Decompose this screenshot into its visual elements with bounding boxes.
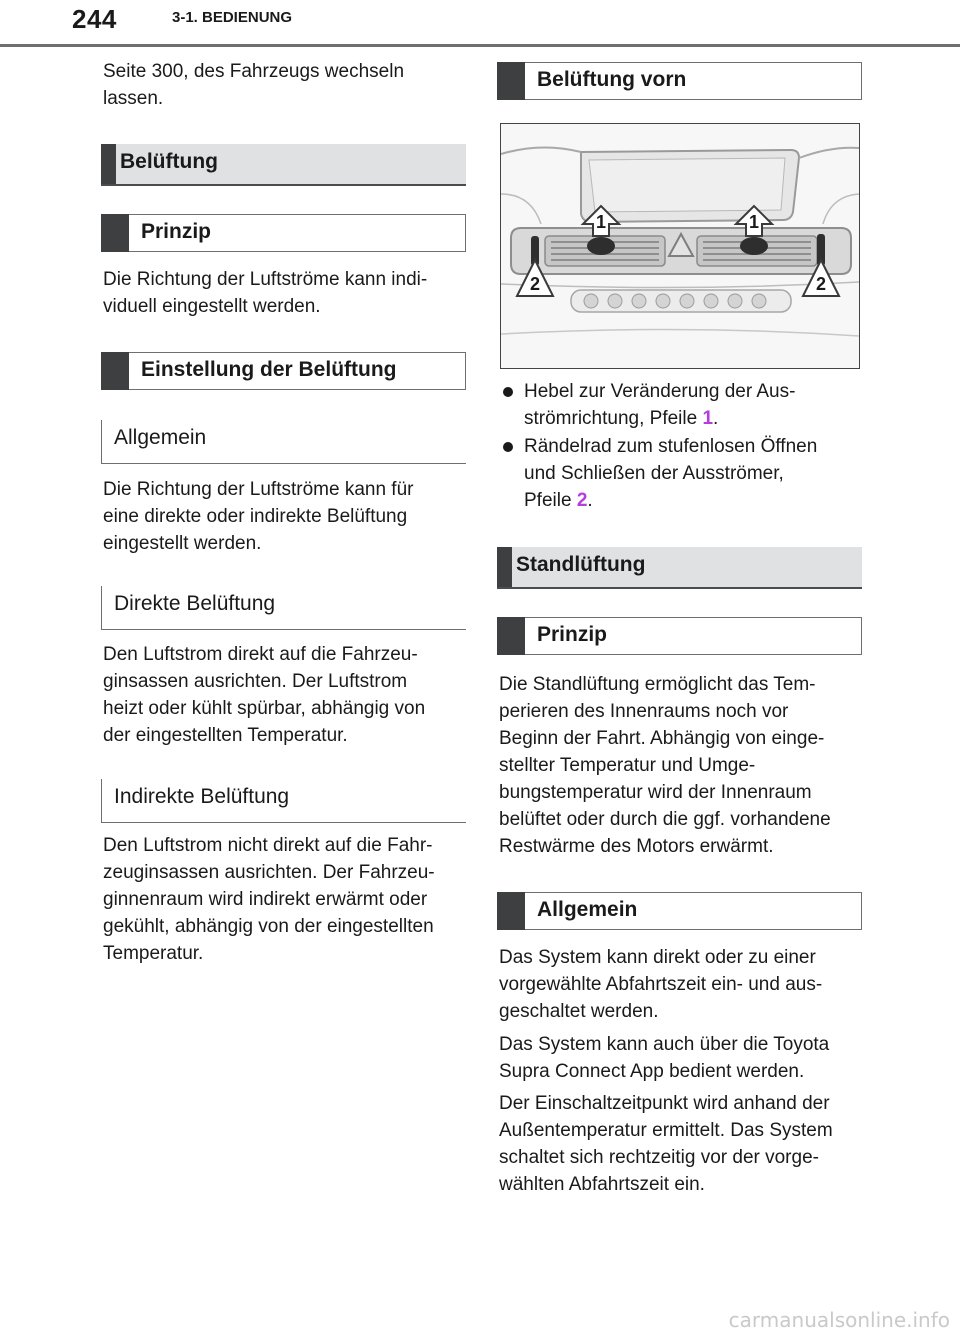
bullet-item-thumbwheel bbox=[503, 433, 863, 514]
bullet-text-part: . bbox=[713, 408, 719, 429]
header-divider bbox=[0, 44, 960, 47]
heading-bar bbox=[497, 62, 525, 100]
heading-text: Direkte Belüftung bbox=[114, 592, 276, 615]
body-line: vorgewählte Abfahrtszeit ein- und aus- bbox=[499, 974, 823, 995]
heading-text: Prinzip bbox=[141, 220, 212, 243]
body-line: zeuginsassen ausrichten. Der Fahrzeu- bbox=[103, 862, 435, 883]
intro-line: lassen. bbox=[103, 88, 164, 109]
body-line: wählten Abfahrtszeit ein. bbox=[499, 1174, 705, 1195]
body-line: perieren des Innenraums noch vor bbox=[499, 701, 789, 722]
callout-label-2: 2 bbox=[816, 274, 827, 294]
bullet-text: Rändelrad zum stufenlosen Öffnen bbox=[524, 436, 818, 457]
body-line: eine direkte oder indirekte Belüftung bbox=[103, 506, 408, 527]
bullet-text: und Schließen der Ausströmer, bbox=[524, 463, 784, 484]
body-line: eingestellt werden. bbox=[103, 533, 262, 554]
body-line: ginsassen ausrichten. Der Luftstrom bbox=[103, 671, 408, 692]
callout-label-1: 1 bbox=[596, 212, 607, 232]
heading-text: Einstellung der Belüftung bbox=[141, 358, 397, 381]
heading-text: Allgemein bbox=[537, 898, 638, 921]
heading-bar bbox=[497, 617, 525, 655]
body-line: Restwärme des Motors erwärmt. bbox=[499, 836, 774, 857]
callout-ref-2: 2 bbox=[576, 490, 588, 511]
heading-prinzip bbox=[101, 214, 466, 252]
body-line: Die Richtung der Luftströme kann indi- bbox=[103, 269, 428, 290]
body-line: belüftet oder durch die ggf. vorhandene bbox=[499, 809, 831, 830]
heading-indirekte bbox=[101, 779, 466, 823]
heading-bar bbox=[497, 892, 525, 930]
heading-text: Allgemein bbox=[114, 426, 207, 449]
dashboard-vents-figure bbox=[500, 123, 860, 369]
bullet-text-part: . bbox=[587, 490, 593, 511]
body-line: Die Richtung der Luftströme kann für bbox=[103, 479, 414, 500]
heading-text: Prinzip bbox=[537, 623, 608, 646]
bullet-icon bbox=[503, 387, 513, 397]
heading-text: Belüftung vorn bbox=[537, 68, 687, 91]
bullet-item-lever bbox=[503, 378, 863, 432]
callout-label-2: 2 bbox=[530, 274, 541, 294]
heading-bar bbox=[101, 352, 129, 390]
heading-allgemein bbox=[101, 420, 466, 464]
heading-text: Standlüftung bbox=[516, 553, 646, 576]
heading-beluftung-vorn bbox=[497, 62, 862, 100]
bullet-text bbox=[524, 405, 863, 432]
heading-einstellung bbox=[101, 352, 466, 390]
callout-label-1: 1 bbox=[749, 212, 760, 232]
body-line: viduell eingestellt werden. bbox=[103, 296, 321, 317]
body-line: Beginn der Fahrt. Abhängig von einge- bbox=[499, 728, 825, 749]
body-line: bungstemperatur wird der Innenraum bbox=[499, 782, 812, 803]
watermark-text: carmanualsonline.info bbox=[728, 1308, 950, 1332]
callout-ref-1: 1 bbox=[702, 408, 714, 429]
body-line: Supra Connect App bedient werden. bbox=[499, 1061, 805, 1082]
body-line: Die Standlüftung ermöglicht das Tem- bbox=[499, 674, 816, 695]
body-line: Den Luftstrom direkt auf die Fahrzeu- bbox=[103, 644, 418, 665]
heading-bar bbox=[101, 214, 129, 252]
bullet-text-part: strömrichtung, Pfeile bbox=[524, 408, 703, 429]
heading-bar bbox=[497, 547, 512, 587]
body-line: Den Luftstrom nicht direkt auf die Fahr- bbox=[103, 835, 433, 856]
heading-text: Indirekte Belüftung bbox=[114, 785, 290, 808]
intro-line: Seite 300, des Fahrzeugs wechseln bbox=[103, 61, 405, 82]
body-line: geschaltet werden. bbox=[499, 1001, 659, 1022]
heading-direkte bbox=[101, 586, 466, 630]
body-line: schaltet sich rechtzeitig vor der vorge- bbox=[499, 1147, 819, 1168]
body-line: stellter Temperatur und Umge- bbox=[499, 755, 756, 776]
body-line: Der Einschaltzeitpunkt wird anhand der bbox=[499, 1093, 830, 1114]
body-line: gekühlt, abhängig von der eingestellten bbox=[103, 916, 434, 937]
heading-allgemein-right bbox=[497, 892, 862, 930]
page-number: 244 bbox=[72, 4, 117, 34]
heading-prinzip-right bbox=[497, 617, 862, 655]
bullet-text-part: Pfeile bbox=[524, 490, 577, 511]
body-line: ginnenraum wird indirekt erwärmt oder bbox=[103, 889, 428, 910]
section-title: 3-1. BEDIENUNG bbox=[172, 9, 293, 26]
heading-standluftung bbox=[497, 547, 862, 589]
heading-bar bbox=[101, 144, 116, 184]
bullet-icon bbox=[503, 442, 513, 452]
body-line: Temperatur. bbox=[103, 943, 204, 964]
heading-beluftung bbox=[101, 144, 466, 186]
dashboard-vents-illustration bbox=[501, 124, 859, 368]
bullet-text: Hebel zur Veränderung der Aus- bbox=[524, 381, 796, 402]
body-line: Außentemperatur ermittelt. Das System bbox=[499, 1120, 833, 1141]
body-line: Das System kann auch über die Toyota bbox=[499, 1034, 830, 1055]
body-line: heizt oder kühlt spürbar, abhängig von bbox=[103, 698, 426, 719]
body-line: Das System kann direkt oder zu einer bbox=[499, 947, 816, 968]
body-line: der eingestellten Temperatur. bbox=[103, 725, 348, 746]
heading-text: Belüftung bbox=[120, 150, 218, 173]
bullet-text bbox=[524, 487, 863, 514]
